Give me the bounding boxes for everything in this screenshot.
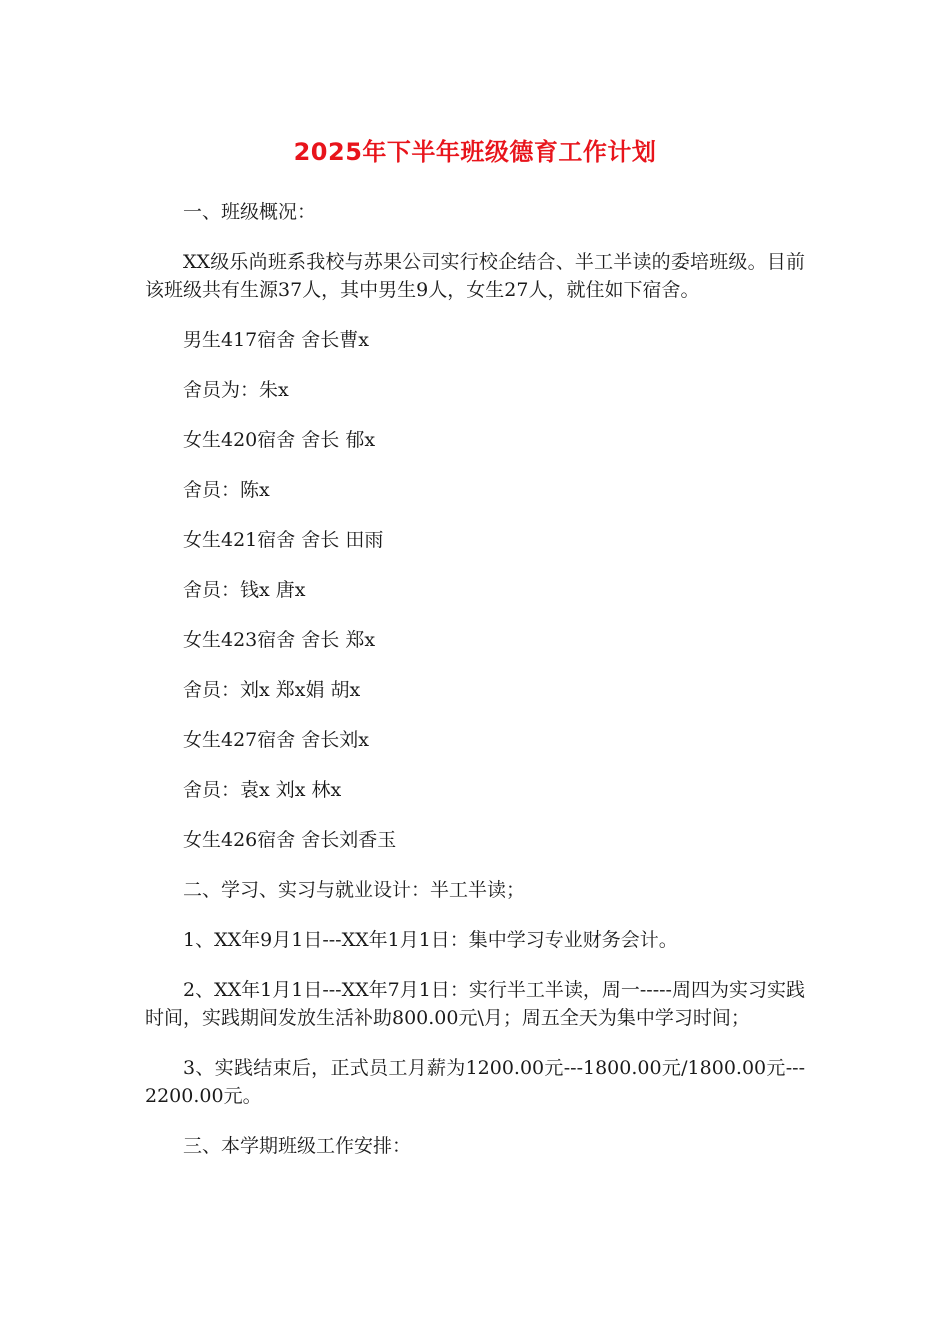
paragraph-class-description: XX级乐尚班系我校与苏果公司实行校企结合、半工半读的委培班级。目前该班级共有生源37人，其中男生9人，女生27人，就住如下宿舍。 xyxy=(145,251,805,301)
dorm-members-line: 舍员：袁x 刘x 林x xyxy=(183,779,342,801)
dorm-members-line: 舍员：陈x xyxy=(183,479,270,501)
document-body xyxy=(145,198,805,1182)
document-title: 2025年下半年班级德育工作计划 xyxy=(293,138,657,166)
section-heading-class-overview: 一、班级概况： xyxy=(183,201,317,223)
section-heading-study-internship: 二、学习、实习与就业设计：半工半读； xyxy=(183,879,526,901)
section-heading-semester-work: 三、本学期班级工作安排： xyxy=(183,1135,412,1157)
dorm-line: 女生420宿舍 舍长 郁x xyxy=(183,429,376,451)
dorm-line: 女生426宿舍 舍长刘香玉 xyxy=(183,829,397,851)
dorm-members-line: 舍员：刘x 郑x娟 胡x xyxy=(183,679,361,701)
dorm-members-line: 舍员为：朱x xyxy=(183,379,289,401)
plan-item-3: 3、实践结束后，正式员工月薪为1200.00元---1800.00元/1800.00元---2200.00元。 xyxy=(145,1057,805,1107)
dorm-line: 女生421宿舍 舍长 田雨 xyxy=(183,529,384,551)
plan-item-2: 2、XX年1月1日---XX年7月1日：实行半工半读，周一-----周四为实习实践时间，实践期间发放生活补助800.00元\月；周五全天为集中学习时间； xyxy=(145,979,805,1029)
dorm-line: 女生427宿舍 舍长刘x xyxy=(183,729,370,751)
dorm-line: 女生423宿舍 舍长 郑x xyxy=(183,629,376,651)
dorm-line: 男生417宿舍 舍长曹x xyxy=(183,329,370,351)
dorm-members-line: 舍员：钱x 唐x xyxy=(183,579,306,601)
plan-item-1: 1、XX年9月1日---XX年1月1日：集中学习专业财务会计。 xyxy=(183,929,678,951)
